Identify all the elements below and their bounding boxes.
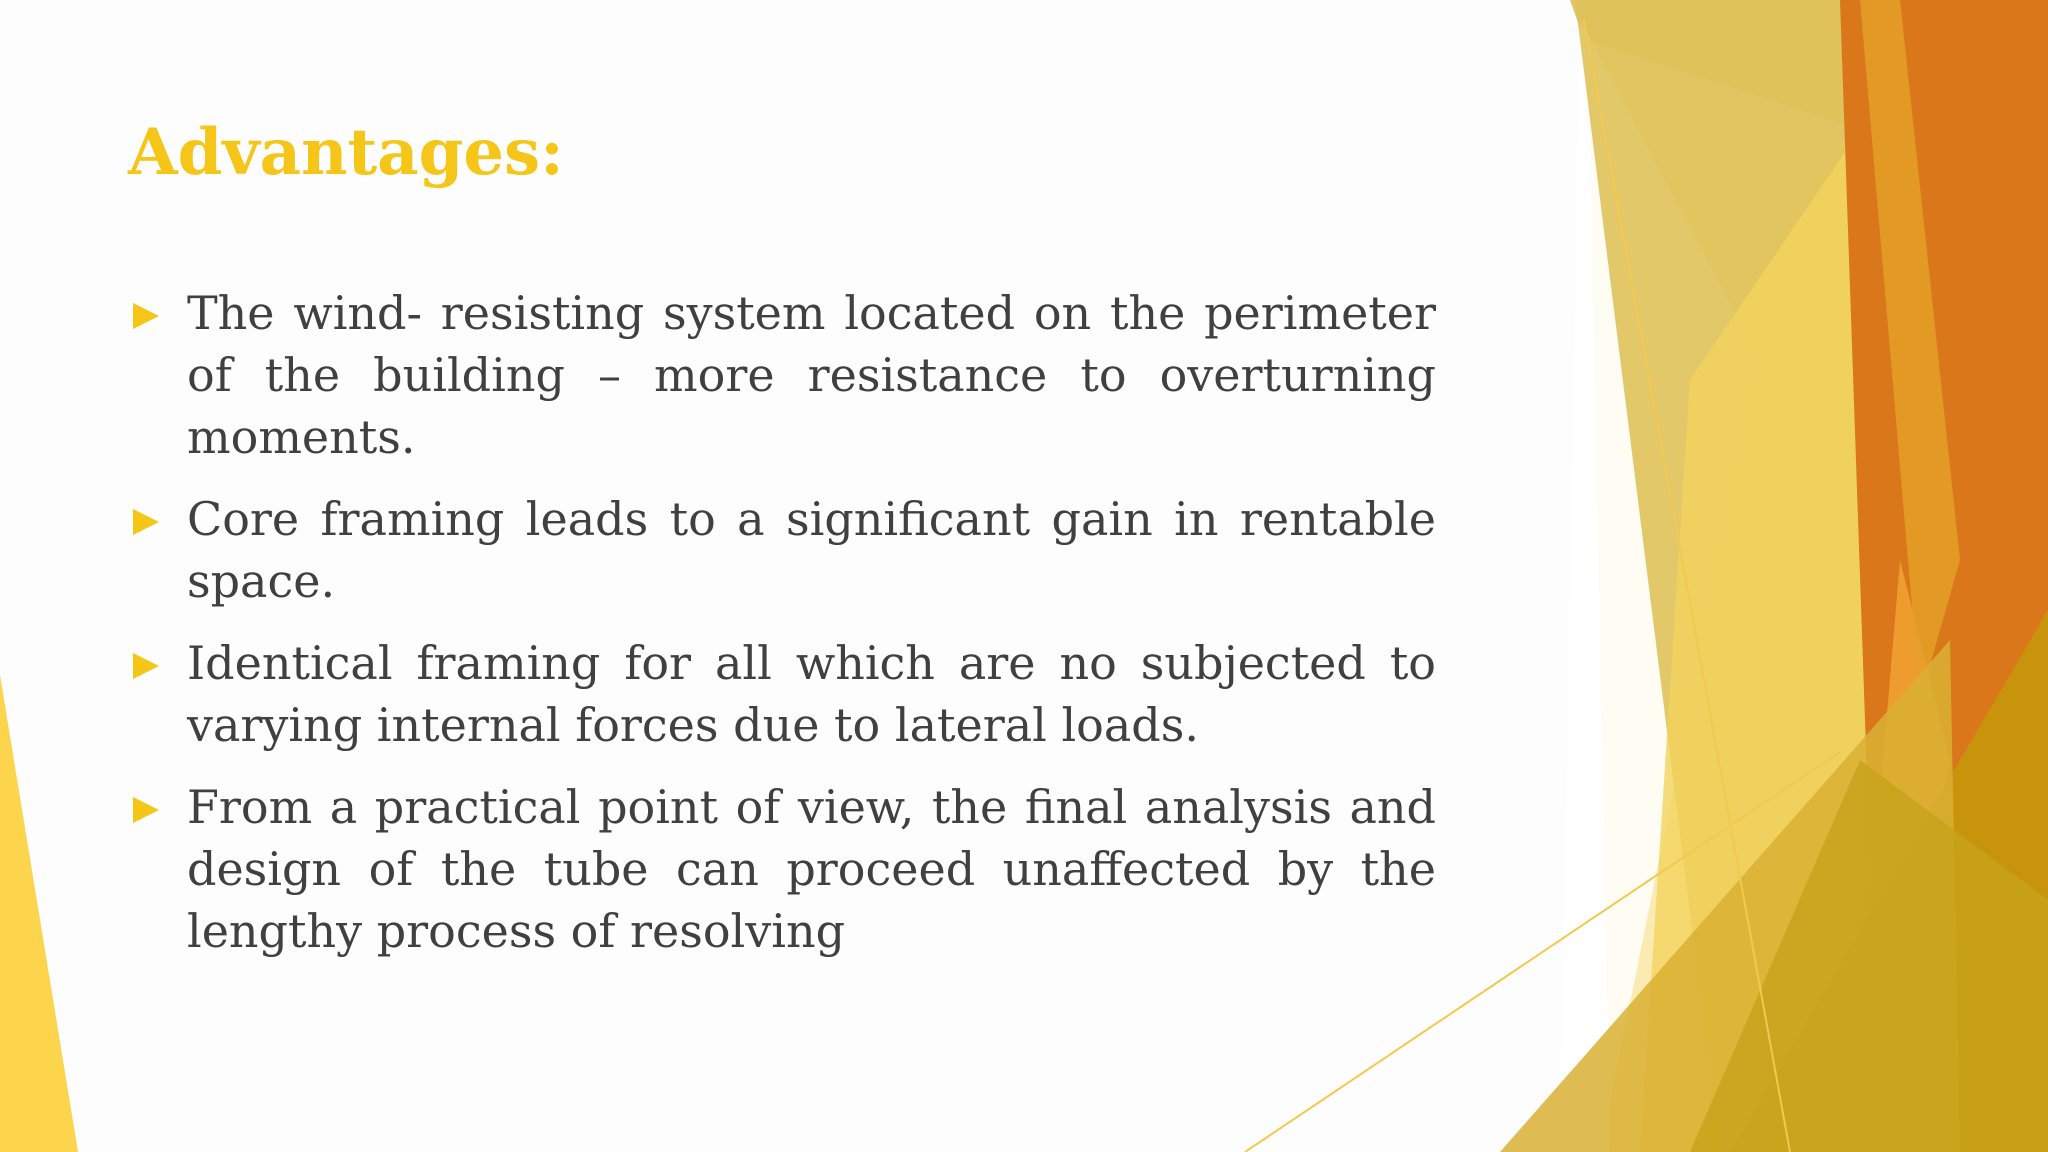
bullet-text: From a practical point of view, the final analysis and design of the tube can proceed unaffected by the lengthy process of resolving [187, 780, 1436, 958]
triangle-bullet-icon [133, 797, 159, 823]
triangle-bullet-icon [133, 303, 159, 329]
triangle-bullet-icon [133, 509, 159, 535]
triangle-bullet-icon [133, 653, 159, 679]
slide-title: Advantages: [128, 115, 564, 190]
bullet-text: Core framing leads to a significant gain in rentable space. [187, 492, 1436, 608]
bullet-item [130, 488, 1436, 612]
bullet-text: Identical framing for all which are no subjected to varying internal forces due to lateral loads. [187, 636, 1436, 752]
bullet-item [130, 282, 1436, 468]
bullet-item [130, 776, 1436, 962]
bullet-item [130, 632, 1436, 756]
bullet-list [130, 282, 1436, 982]
bullet-text: The wind- resisting system located on the perimeter of the building – more resistance to overturning moments. [187, 286, 1436, 464]
left-accent-shape [0, 675, 78, 1152]
